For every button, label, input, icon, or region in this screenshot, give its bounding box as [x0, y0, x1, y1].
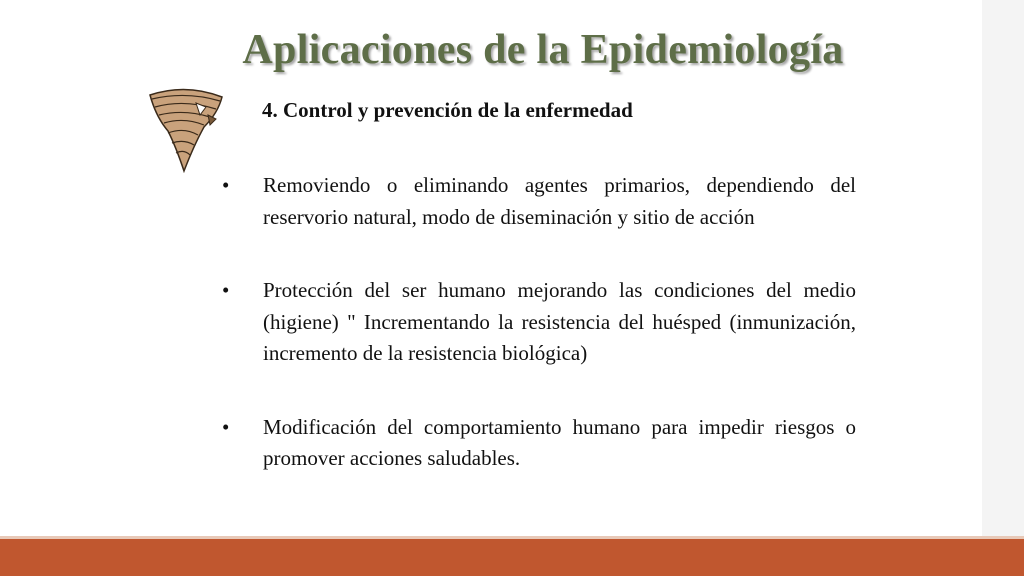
slide-subheading: 4. Control y prevención de la enfermedad: [262, 98, 633, 122]
bullet-marker: •: [222, 278, 230, 302]
tornado-icon: [146, 85, 226, 173]
bullet-item: [222, 170, 856, 233]
slide-title: Aplicaciones de la Epidemiología: [242, 27, 844, 73]
bullet-marker: •: [222, 173, 230, 197]
bullet-text: Removiendo o eliminando agentes primarios, dependiendo del reservorio natural, modo de diseminación y sitio de acción: [263, 173, 856, 229]
bullet-item: [222, 412, 856, 475]
bullet-item: [222, 275, 856, 370]
right-accent-band: [982, 0, 1024, 576]
bullet-text: Protección del ser humano mejorando las condiciones del medio (higiene) " Incrementando la resistencia del huésped (inmunización, incremento de la resistencia biológica): [263, 278, 856, 365]
bullet-list: [222, 170, 856, 517]
bullet-marker: •: [222, 414, 230, 439]
bullet-text: Modificación del comportamiento humano para impedir riesgos o promover acciones saludables.: [263, 414, 856, 470]
bottom-accent-bar: [0, 539, 1024, 576]
